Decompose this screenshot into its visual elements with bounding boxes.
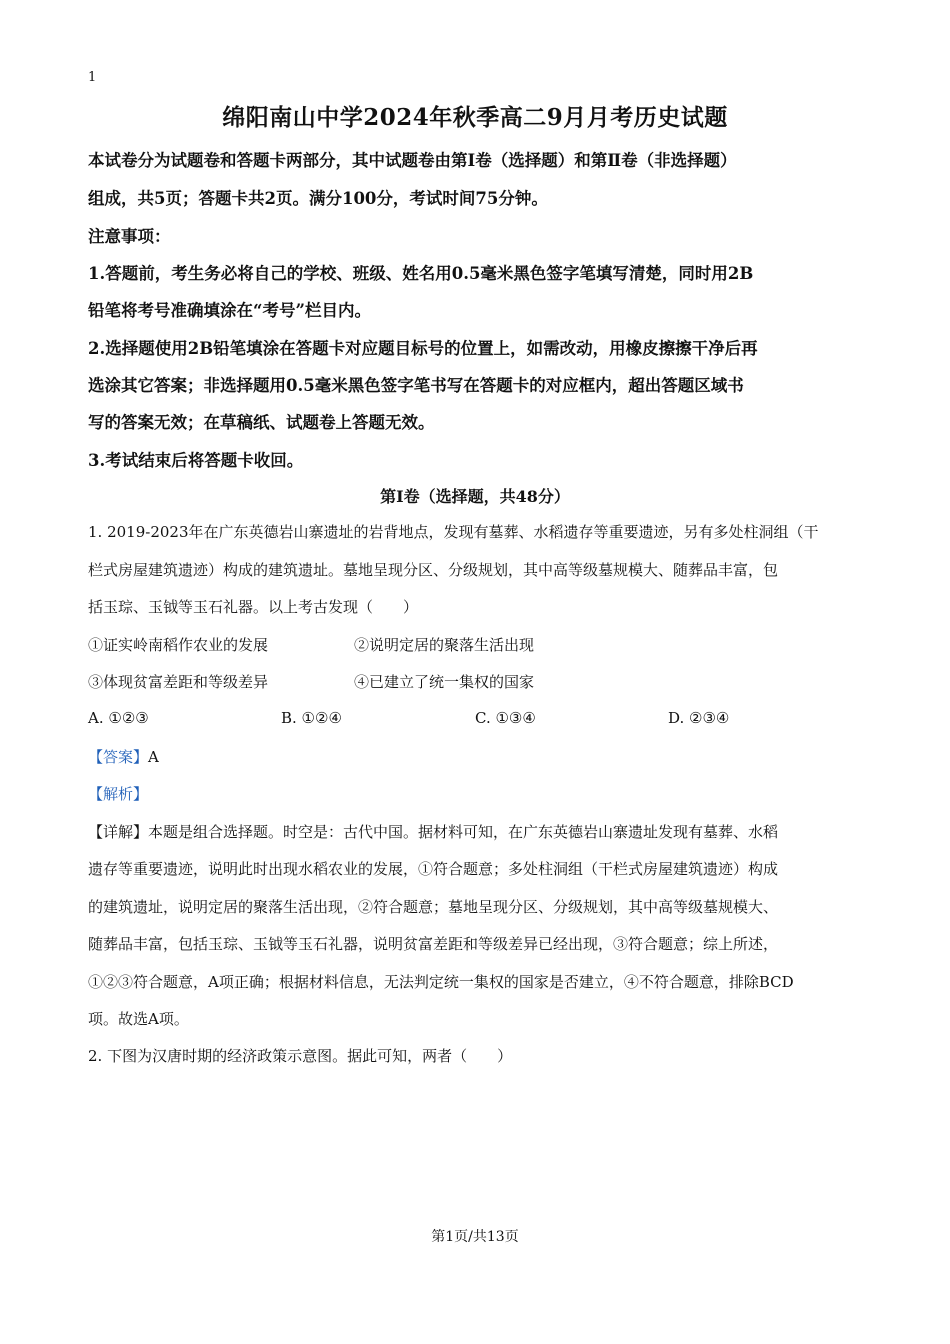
detail-line: 的建筑遗址，说明定居的聚落生活出现，②符合题意；墓地呈现分区、分级规划，其中高等级墓规模大、	[88, 898, 779, 916]
statement-4: ④已建立了统一集权的国家	[354, 673, 535, 691]
page-mark: 1	[88, 70, 97, 85]
section-title: 第Ⅰ卷（选择题，共48分）	[380, 487, 570, 506]
answer-value: A	[148, 748, 159, 766]
answer-row	[88, 746, 159, 767]
intro-line: 铅笔将考号准确填涂在“考号”栏目内。	[88, 301, 371, 320]
answer-tag: 【答案】	[88, 748, 149, 766]
intro-line: 2.选择题使用2B铅笔填涂在答题卡对应题目标号的位置上，如需改动，用橡皮擦擦干净后再	[88, 339, 758, 358]
statement-2: ②说明定居的聚落生活出现	[354, 636, 535, 654]
question-stem-line: 栏式房屋建筑遗迹）构成的建筑遗址。墓地呈现分区、分级规划，其中高等级墓规模大、随葬品丰富，包	[88, 561, 779, 579]
intro-line: 组成，共5页；答题卡共2页。满分100分，考试时间75分钟。	[88, 189, 548, 208]
choice-a: A. ①②③	[88, 709, 149, 727]
question-stem-line: 括玉琮、玉钺等玉石礼器。以上考古发现（ ）	[88, 598, 419, 616]
question-stem-line: 1. 2019-2023年在广东英德岩山寨遗址的岩背地点，发现有墓葬、水稻遗存等重要遗迹，另有多处柱洞组（干	[88, 523, 819, 541]
intro-line: 写的答案无效；在草稿纸、试题卷上答题无效。	[88, 413, 435, 432]
statement-1: ①证实岭南稻作农业的发展	[88, 636, 269, 654]
intro-line: 本试卷分为试题卷和答题卡两部分，其中试题卷由第Ⅰ卷（选择题）和第Ⅱ卷（非选择题）	[88, 151, 737, 170]
choice-b: B. ①②④	[281, 709, 342, 727]
detail-line: 项。故选A项。	[88, 1010, 189, 1028]
detail-line: 【详解】本题是组合选择题。时空是：古代中国。据材料可知，在广东英德岩山寨遗址发现有墓葬、水稻	[88, 823, 779, 841]
detail-line: ①②③符合题意，A项正确；根据材料信息，无法判定统一集权的国家是否建立，④不符合题意，排除BCD	[88, 973, 794, 991]
page-footer: 第1页/共13页	[431, 1229, 519, 1245]
intro-line: 1.答题前，考生务必将自己的学校、班级、姓名用0.5毫米黑色签字笔填写清楚，同时用2B	[88, 264, 754, 283]
exam-title: 绵阳南山中学2024年秋季高二9月月考历史试题	[222, 104, 728, 131]
choice-c: C. ①③④	[475, 709, 536, 727]
detail-line: 遗存等重要遗迹，说明此时出现水稻农业的发展，①符合题意；多处柱洞组（干栏式房屋建筑遗迹）构成	[88, 860, 779, 878]
question-2-stem: 2. 下图为汉唐时期的经济政策示意图。据此可知，两者（ ）	[88, 1047, 513, 1065]
detail-line: 随葬品丰富，包括玉琮、玉钺等玉石礼器，说明贫富差距和等级差异已经出现，③符合题意；综上所述，	[88, 935, 779, 953]
intro-line: 选涂其它答案；非选择题用0.5毫米黑色签字笔书写在答题卡的对应框内，超出答题区域书	[88, 376, 744, 395]
analysis-tag: 【解析】	[88, 785, 149, 803]
statement-3: ③体现贫富差距和等级差异	[88, 673, 269, 691]
intro-line: 3.考试结束后将答题卡收回。	[88, 451, 304, 470]
choice-d: D. ②③④	[668, 709, 730, 727]
notice-heading: 注意事项：	[88, 227, 171, 246]
